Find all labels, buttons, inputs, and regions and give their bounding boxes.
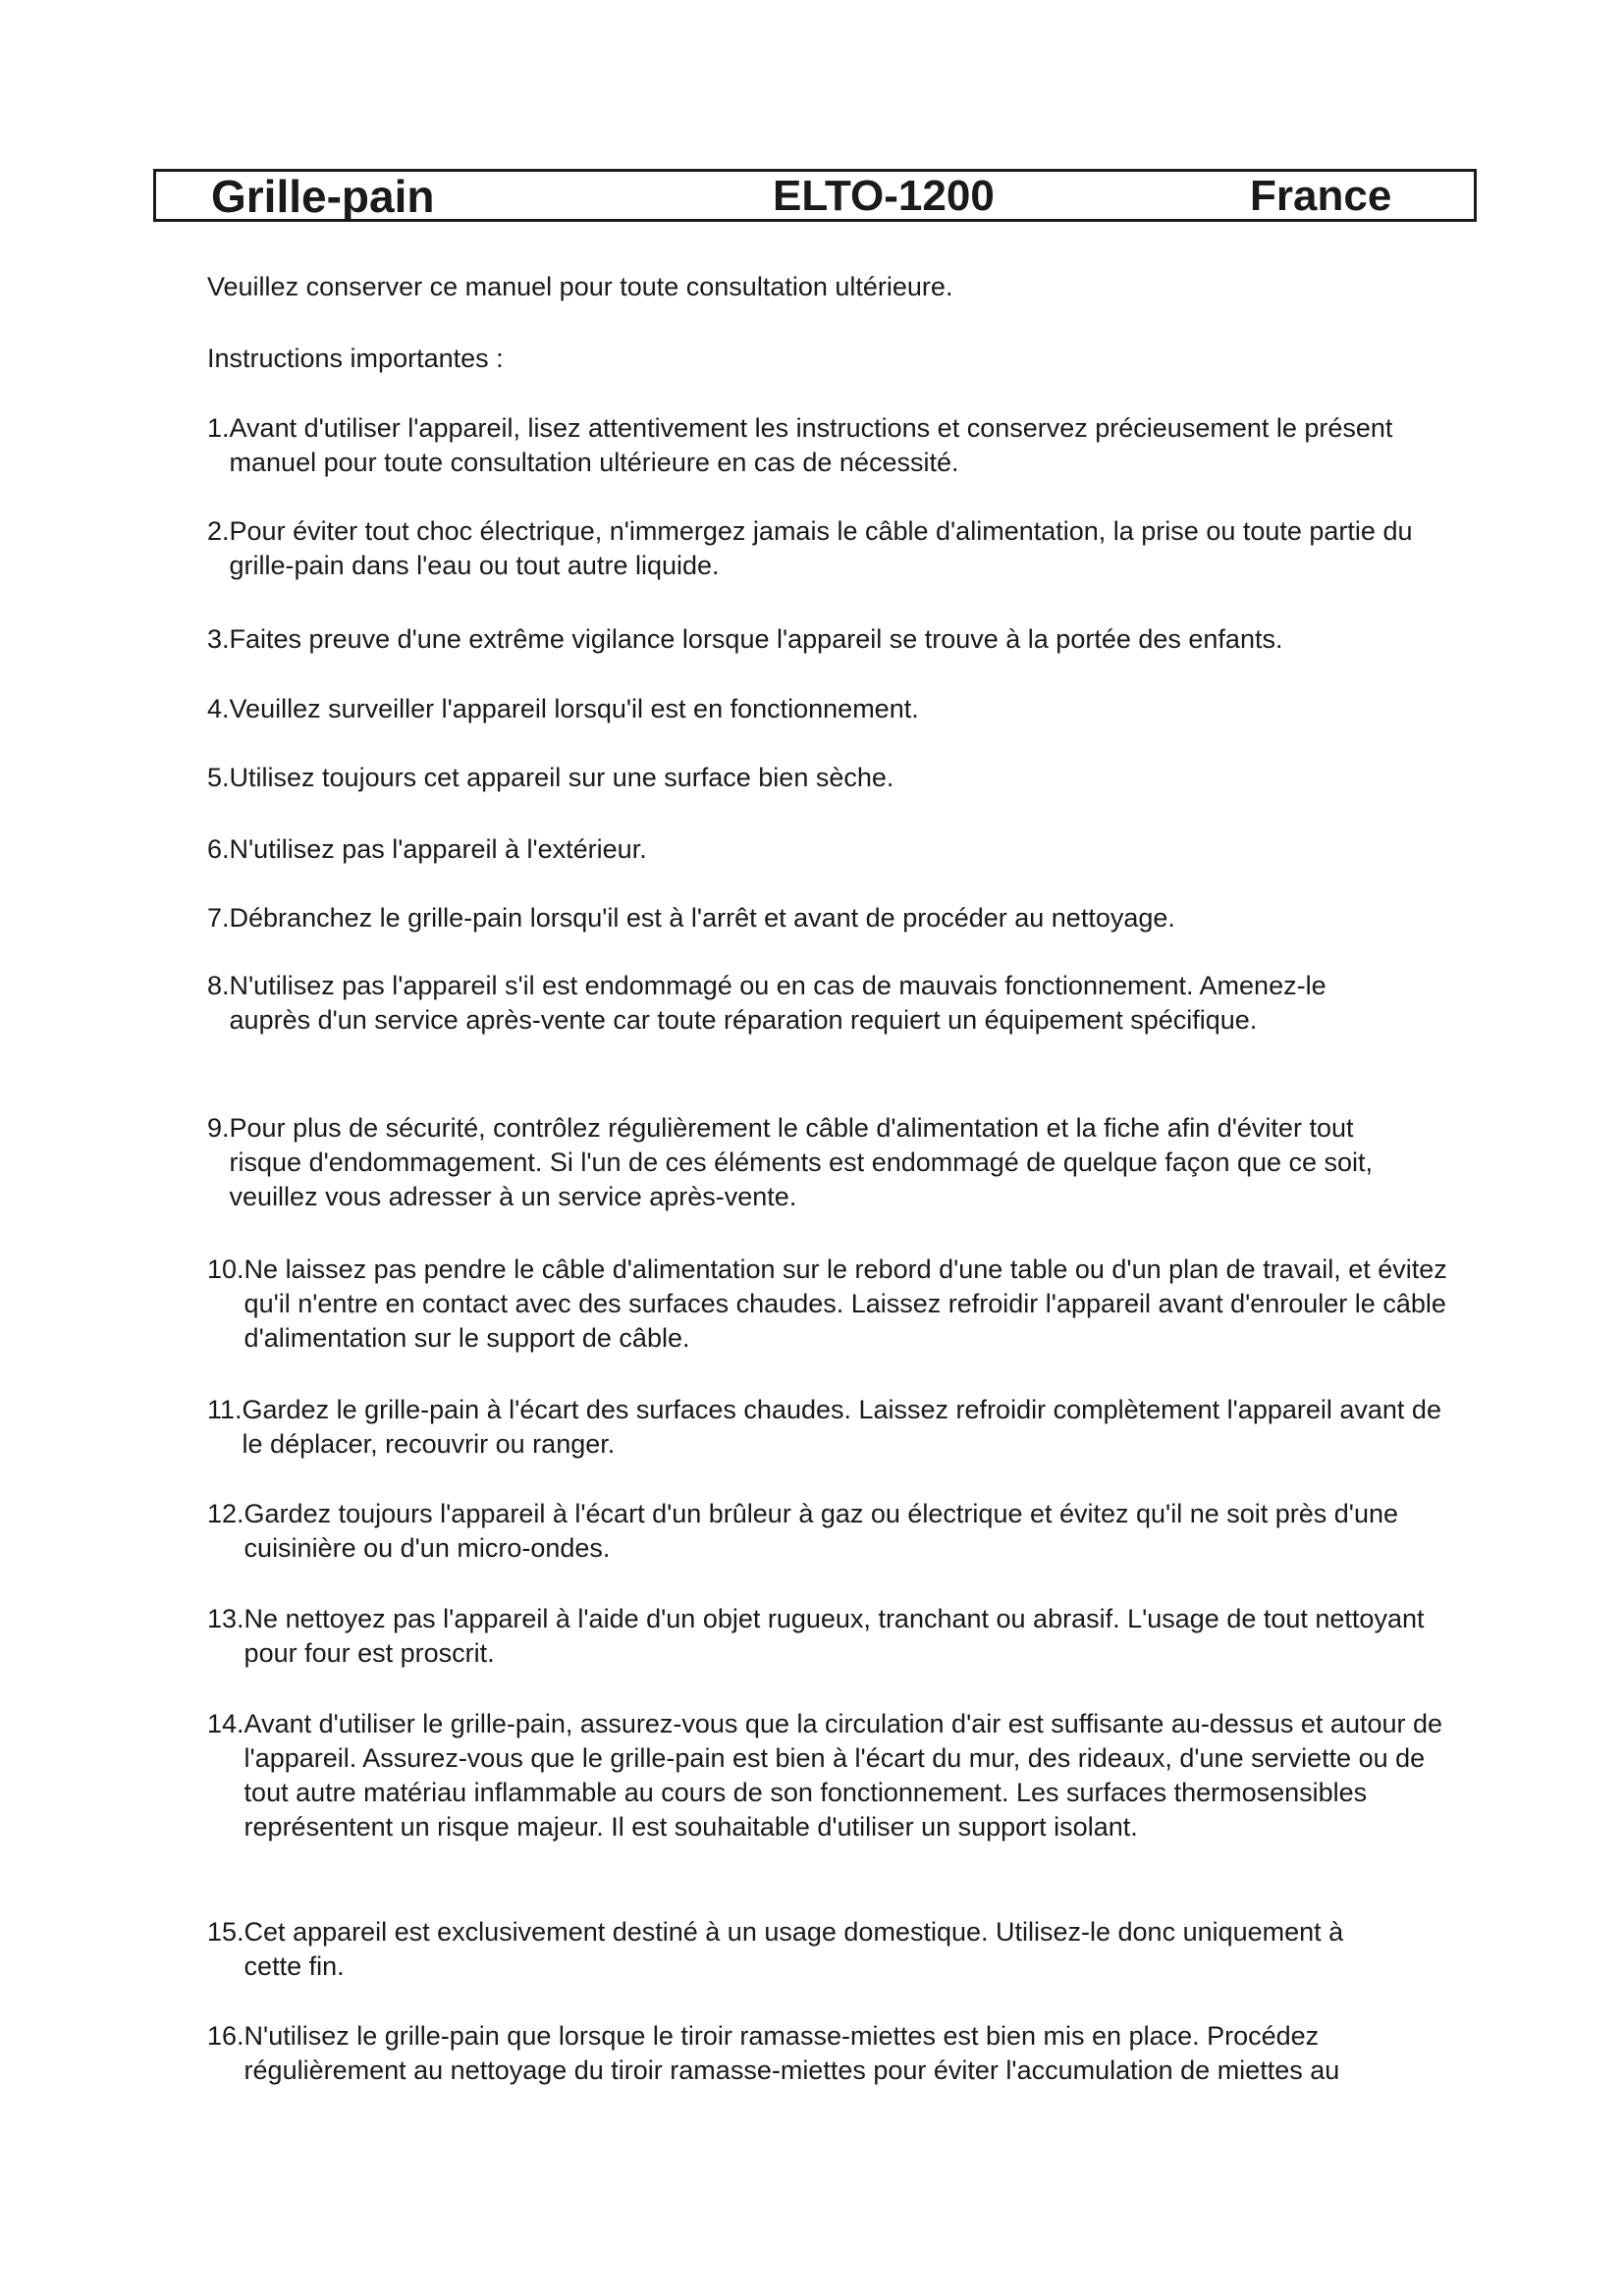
- instruction-text: N'utilisez le grille-pain que lorsque le tiroir ramasse-miettes est bien mis en place. Procédez régulièrement au nettoyage du tiroir ramasse-miettes pour éviter l'accumulation de miettes au: [244, 2021, 1340, 2085]
- instruction-number: 7.: [207, 903, 230, 933]
- instruction-text: Cet appareil est exclusivement destiné à un usage domestique. Utilisez-le donc uniquement à cette fin.: [244, 1917, 1344, 1981]
- instruction-text: Pour éviter tout choc électrique, n'immergez jamais le câble d'alimentation, la prise ou toute partie du grille-pain dans l'eau ou tout autre liquide.: [229, 516, 1413, 580]
- instruction-item-4: [207, 692, 1484, 726]
- instruction-number: 10.: [207, 1255, 244, 1284]
- instruction-number: 14.: [207, 1709, 244, 1738]
- instruction-number: 9.: [207, 1113, 230, 1143]
- instruction-item-11: [207, 1393, 1464, 1462]
- instruction-number: 3.: [207, 624, 230, 654]
- instruction-text: Avant d'utiliser le grille-pain, assurez-vous que la circulation d'air est suffisante au-dessus et autour de l'appareil. Assurez-vous que le grille-pain est bien à l'écart du mur, des rideaux, d'une serviette ou de tout autre matériau inflammable au cours de son fonctionnement. Les surfaces thermosensibles représentent un risque majeur. Il est souhaitable d'utiliser un support isolant.: [244, 1709, 1443, 1842]
- instruction-text: Ne laissez pas pendre le câble d'alimentation sur le rebord d'une table ou d'un plan de travail, et évitez qu'il n'entre en contact avec des surfaces chaudes. Laissez refroidir l'appareil avant d'enrouler le câble d'alimentation sur le support de câble.: [244, 1255, 1447, 1353]
- instruction-number: 8.: [207, 971, 230, 1000]
- model-number: ELTO-1200: [773, 172, 995, 220]
- instruction-text: N'utilisez pas l'appareil à l'extérieur.: [229, 834, 647, 864]
- instruction-text: N'utilisez pas l'appareil s'il est endommagé ou en cas de mauvais fonctionnement. Amenez-le auprès d'un service après-vente car toute réparation requiert un équipement spécifique.: [229, 971, 1326, 1035]
- instructions-heading: Instructions importantes :: [207, 344, 504, 373]
- instruction-text: Faites preuve d'une extrême vigilance lorsque l'appareil se trouve à la portée des enfants.: [229, 624, 1283, 654]
- instruction-item-13: [207, 1602, 1444, 1671]
- instruction-number: 13.: [207, 1604, 244, 1633]
- instruction-text: Utilisez toujours cet appareil sur une surface bien sèche.: [229, 763, 894, 792]
- instruction-number: 2.: [207, 516, 230, 546]
- intro-text: Veuillez conserver ce manuel pour toute consultation ultérieure.: [207, 272, 953, 301]
- instruction-text: Gardez le grille-pain à l'écart des surfaces chaudes. Laissez refroidir complètement l'appareil avant de le déplacer, recouvrir ou ranger.: [242, 1395, 1441, 1459]
- instruction-number: 11.: [207, 1395, 243, 1424]
- instruction-item-16: [207, 2019, 1464, 2088]
- instruction-number: 16.: [207, 2021, 244, 2051]
- instruction-number: 12.: [207, 1499, 244, 1528]
- header-box: [153, 169, 1477, 222]
- instruction-text: Débranchez le grille-pain lorsqu'il est à l'arrêt et avant de procéder au nettoyage.: [229, 903, 1175, 933]
- instruction-item-10: [207, 1253, 1484, 1356]
- instruction-item-3: [207, 622, 1484, 657]
- instruction-item-12: [207, 1497, 1425, 1566]
- instruction-item-5: [207, 761, 1484, 795]
- instruction-number: 4.: [207, 694, 230, 723]
- instruction-item-9: [207, 1111, 1425, 1214]
- product-title: Grille-pain: [211, 171, 435, 222]
- instruction-text: Veuillez surveiller l'appareil lorsqu'il est en fonctionnement.: [229, 694, 919, 723]
- instruction-item-1: [207, 411, 1425, 480]
- instruction-text: Gardez toujours l'appareil à l'écart d'un brûleur à gaz ou électrique et évitez qu'il ne soit près d'une cuisinière ou d'un micro-ondes.: [244, 1499, 1399, 1563]
- instruction-item-7: [207, 901, 1484, 935]
- instruction-text: Avant d'utiliser l'appareil, lisez attentivement les instructions et conservez précieusement le présent manuel pour toute consultation ultérieure en cas de nécessité.: [229, 413, 1393, 477]
- instruction-item-8: [207, 969, 1385, 1038]
- instruction-item-14: [207, 1707, 1454, 1844]
- instruction-item-15: [207, 1915, 1385, 1984]
- instruction-item-6: [207, 832, 1484, 867]
- instruction-number: 1.: [207, 413, 230, 443]
- country-label: France: [1250, 172, 1392, 220]
- instruction-number: 6.: [207, 834, 230, 864]
- instruction-number: 15.: [207, 1917, 244, 1947]
- instruction-text: Pour plus de sécurité, contrôlez régulièrement le câble d'alimentation et la fiche afin d'éviter tout risque d'endommagement. Si l'un de ces éléments est endommagé de quelque façon que ce soit, veuillez vous adresser à un service après-vente.: [229, 1113, 1374, 1211]
- instruction-item-2: [207, 514, 1425, 583]
- instruction-number: 5.: [207, 763, 230, 792]
- instruction-text: Ne nettoyez pas l'appareil à l'aide d'un objet rugueux, tranchant ou abrasif. L'usage de tout nettoyant pour four est proscrit.: [244, 1604, 1425, 1668]
